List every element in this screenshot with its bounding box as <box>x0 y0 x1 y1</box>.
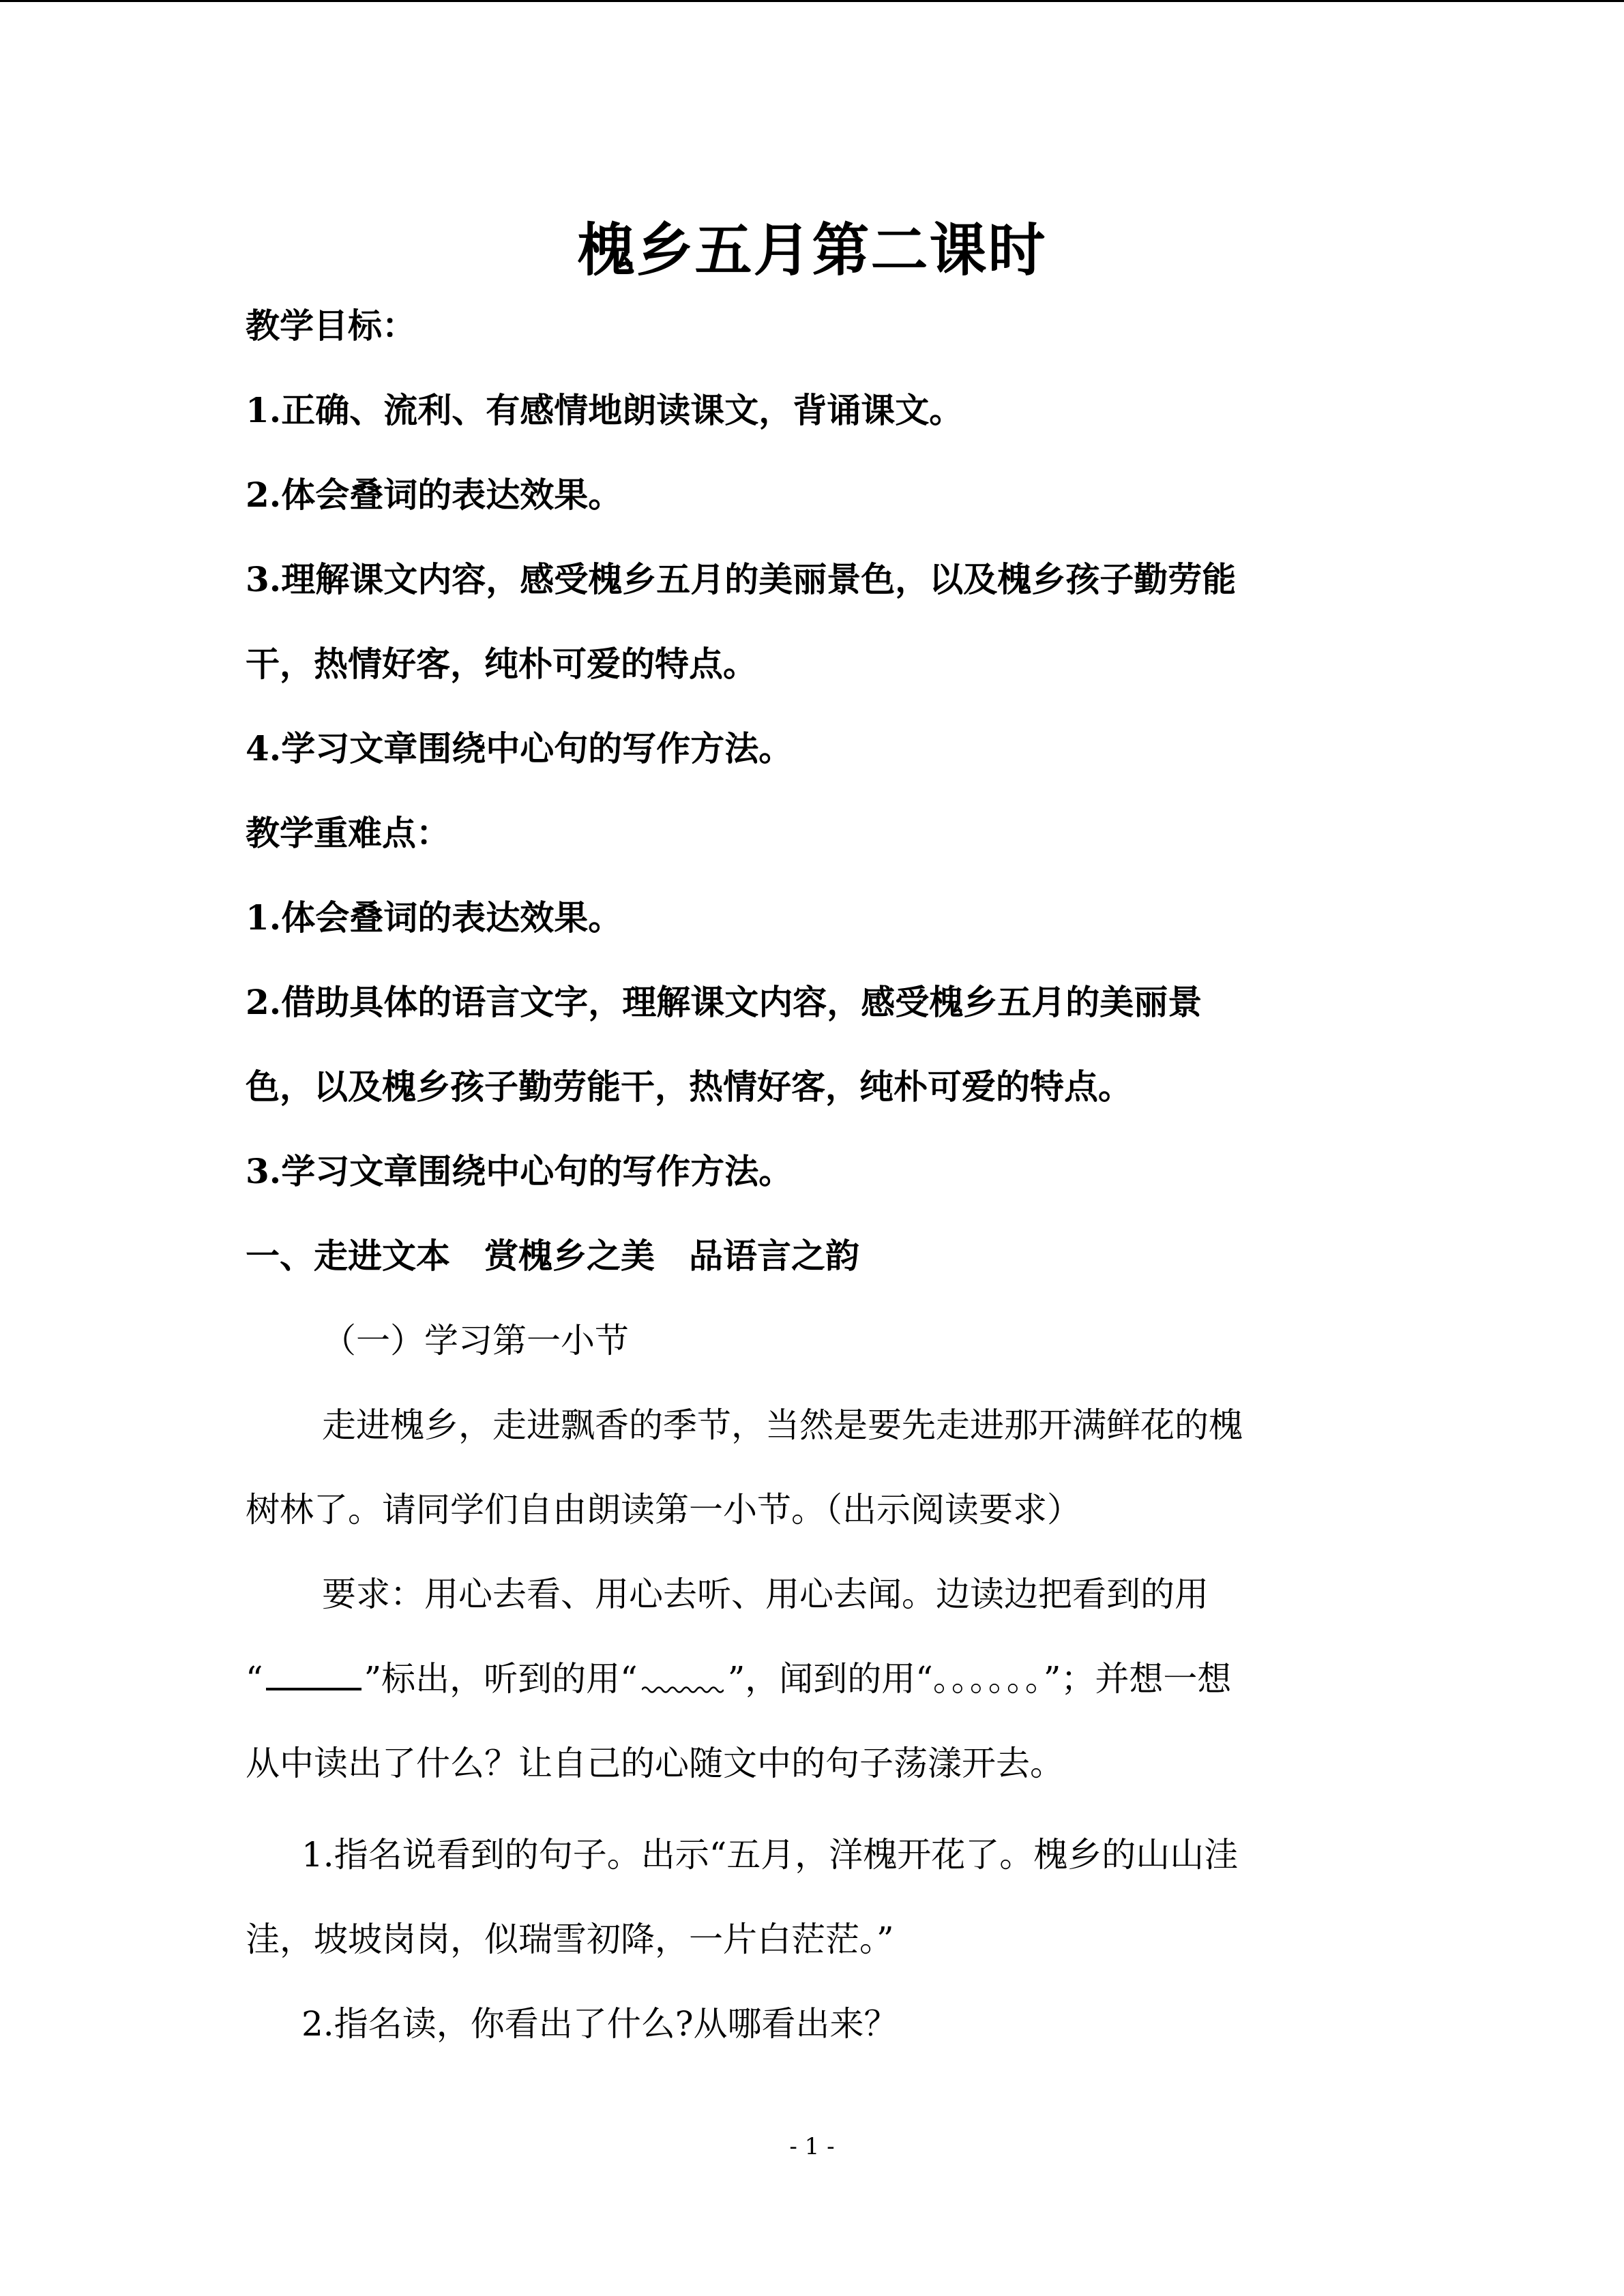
paragraph-line: 树林了。请同学们自由朗读第一小节。（出示阅读要求） <box>246 1490 1081 1530</box>
requirement-line: 要求：用心去看、用心去听、用心去闻。边读边把看到的用 <box>322 1575 1209 1614</box>
goal-item: 2.体会叠词的表达效果。 <box>246 475 623 515</box>
difficulty-item: 2.借助具体的语言文字，理解课文内容，感受槐乡五月的美丽景 <box>246 982 1202 1022</box>
step-line: 洼，坡坡岗岗，似瑞雪初降，一片白茫茫。” <box>246 1920 894 1959</box>
dotted-mark: 。。。。。。 <box>932 1659 1044 1699</box>
goal-item: 干，热情好客，纯朴可爱的特点。 <box>246 644 757 684</box>
difficulty-item: 3.学习文章围绕中心句的写作方法。 <box>246 1151 793 1191</box>
quote-open: “ <box>246 1659 263 1699</box>
top-border-line <box>0 0 1624 2</box>
underline-mark <box>266 1658 361 1690</box>
step-line: 1.指名说看到的句子。出示“五月，洋槐开花了。槐乡的山山洼 <box>301 1835 1239 1875</box>
step-line: 2.指名读，你看出了什么?从哪看出来？ <box>301 2004 898 2044</box>
page-title: 槐乡五月第二课时 <box>577 216 1047 284</box>
goal-item: 3.理解课文内容，感受槐乡五月的美丽景色，以及槐乡孩子勤劳能 <box>246 559 1237 599</box>
difficulty-item: 色，以及槐乡孩子勤劳能干，热情好客，纯朴可爱的特点。 <box>246 1067 1132 1107</box>
mark-text: ”，闻到的用“ <box>727 1659 933 1699</box>
difficulty-heading: 教学重难点： <box>246 813 450 853</box>
wavy-line-mark <box>642 1685 724 1695</box>
difficulty-item: 1.体会叠词的表达效果。 <box>246 897 623 938</box>
requirement-marks-line <box>246 1655 1231 1703</box>
mark-text: ”标出，听到的用“ <box>364 1659 638 1699</box>
mark-text: ”；并想一想 <box>1043 1659 1232 1699</box>
sub1-heading: （一）学习第一小节 <box>322 1321 629 1360</box>
page-number: - 1 - <box>789 2133 835 2160</box>
part1-heading: 一、走进文本 赏槐乡之美 品语言之韵 <box>246 1236 859 1276</box>
goals-heading: 教学目标： <box>246 305 416 346</box>
paragraph-line: 走进槐乡，走进飘香的季节，当然是要先走进那开满鲜花的槐 <box>322 1405 1243 1445</box>
goal-item: 4.学习文章围绕中心句的写作方法。 <box>246 728 793 769</box>
goal-item: 1.正确、流利、有感情地朗读课文，背诵课文。 <box>246 390 964 430</box>
requirement-line: 从中读出了什么？让自己的心随文中的句子荡漾开去。 <box>246 1744 1064 1783</box>
